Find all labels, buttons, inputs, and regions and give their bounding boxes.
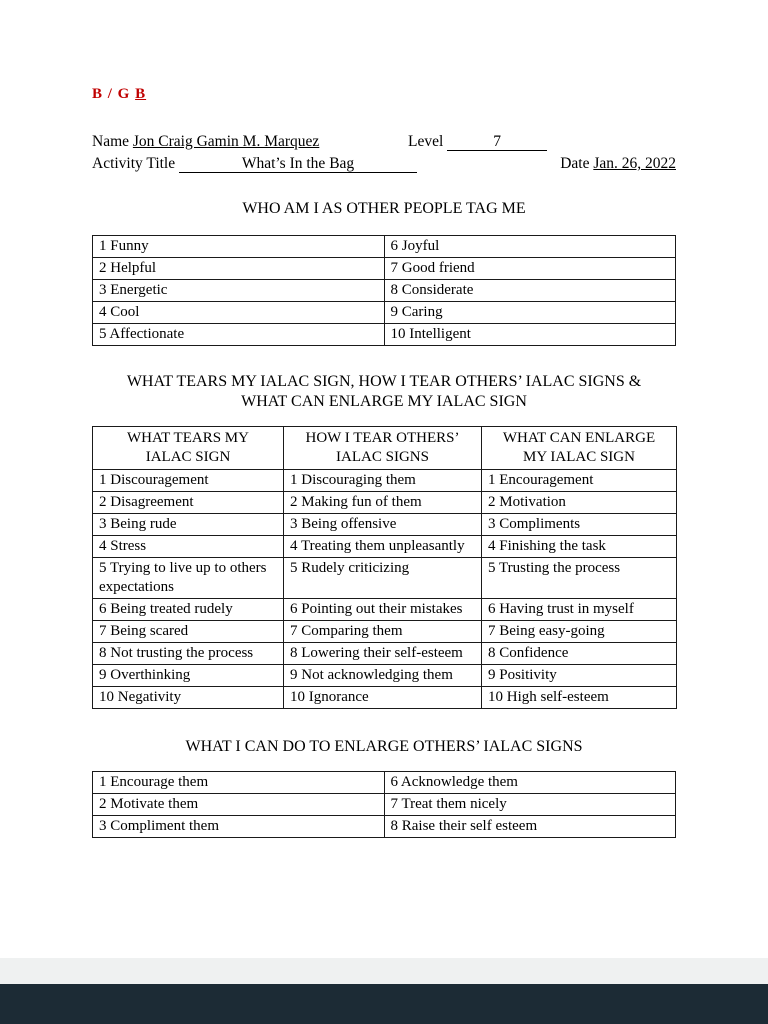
header-line: IALAC SIGN	[145, 449, 231, 465]
ialac-cell: 10 Negativity	[93, 687, 284, 709]
table-row	[93, 643, 677, 665]
gender-selected: B	[135, 86, 147, 102]
ialac-cell: 4 Finishing the task	[482, 536, 677, 558]
ialac-cell: 1 Encouragement	[482, 470, 677, 492]
activity-date-line	[92, 155, 676, 177]
ialac-cell: 5 Rudely criticizing	[284, 558, 482, 599]
header-line: WHAT CAN ENLARGE	[502, 430, 656, 446]
who-cell: 1 Funny	[93, 236, 385, 258]
ialac-cell: 4 Stress	[93, 536, 284, 558]
name-value: Jon Craig Gamin M. Marquez	[132, 133, 320, 150]
ialac-cell: 5 Trying to live up to others expectations	[93, 558, 284, 599]
table-row	[93, 665, 677, 687]
enlarge-cell: 3 Compliment them	[93, 816, 385, 838]
table-row	[93, 816, 676, 838]
header-line: IALAC SIGNS	[336, 449, 429, 465]
ialac-cell: 3 Compliments	[482, 514, 677, 536]
enlarge-cell: 7 Treat them nicely	[384, 794, 676, 816]
who-am-i-table	[92, 235, 676, 346]
table-row	[93, 514, 677, 536]
table-row	[93, 599, 677, 621]
activity-label: Activity Title	[92, 155, 176, 172]
level-label: Level	[408, 133, 444, 150]
ialac-cell: 2 Making fun of them	[284, 492, 482, 514]
level-group	[408, 133, 547, 151]
section-title-ialac-line2: WHAT CAN ENLARGE MY IALAC SIGN	[241, 393, 527, 410]
table-row	[93, 558, 677, 599]
who-cell: 6 Joyful	[384, 236, 676, 258]
ialac-cell: 10 High self-esteem	[482, 687, 677, 709]
ialac-cell: 2 Motivation	[482, 492, 677, 514]
gender-mark	[92, 86, 676, 103]
name-level-line	[92, 133, 676, 155]
section-title-ialac	[92, 372, 676, 412]
ialac-cell: 10 Ignorance	[284, 687, 482, 709]
table-row	[93, 621, 677, 643]
ialac-cell: 7 Being easy-going	[482, 621, 677, 643]
section-title-ialac-line1: WHAT TEARS MY IALAC SIGN, HOW I TEAR OTHERS’ IALAC SIGNS &	[126, 373, 642, 390]
ialac-cell: 8 Not trusting the process	[93, 643, 284, 665]
ialac-cell: 1 Discouraging them	[284, 470, 482, 492]
ialac-table	[92, 426, 677, 709]
viewer-footer-bar	[0, 984, 768, 1024]
table-row	[93, 492, 677, 514]
table-row	[93, 236, 676, 258]
table-row	[93, 258, 676, 280]
header-line: WHAT TEARS MY	[127, 430, 249, 446]
ialac-cell: 9 Not acknowledging them	[284, 665, 482, 687]
form-header	[92, 133, 676, 177]
ialac-header-cell	[482, 427, 677, 470]
enlarge-others-table	[92, 771, 676, 838]
date-value: Jan. 26, 2022	[593, 155, 676, 172]
ialac-cell: 2 Disagreement	[93, 492, 284, 514]
who-cell: 9 Caring	[384, 302, 676, 324]
who-cell: 10 Intelligent	[384, 324, 676, 346]
section-title-enlarge-others: WHAT I CAN DO TO ENLARGE OTHERS’ IALAC SIGNS	[185, 738, 583, 755]
ialac-cell: 9 Overthinking	[93, 665, 284, 687]
ialac-header-cell	[93, 427, 284, 470]
enlarge-cell: 6 Acknowledge them	[384, 772, 676, 794]
enlarge-cell: 2 Motivate them	[93, 794, 385, 816]
ialac-cell: 6 Having trust in myself	[482, 599, 677, 621]
enlarge-cell: 8 Raise their self esteem	[384, 816, 676, 838]
date-group	[560, 155, 676, 173]
header-line: MY IALAC SIGN	[523, 449, 635, 465]
gender-options: B / G	[92, 86, 131, 102]
date-label: Date	[560, 155, 590, 172]
table-row	[93, 772, 676, 794]
who-cell: 5 Affectionate	[93, 324, 385, 346]
ialac-cell: 4 Treating them unpleasantly	[284, 536, 482, 558]
activity-value: What’s In the Bag	[241, 155, 355, 172]
ialac-cell: 3 Being rude	[93, 514, 284, 536]
ialac-cell: 7 Being scared	[93, 621, 284, 643]
table-row	[93, 794, 676, 816]
level-blank	[447, 133, 547, 151]
table-row	[93, 280, 676, 302]
ialac-cell: 9 Positivity	[482, 665, 677, 687]
table-row	[93, 536, 677, 558]
who-cell: 2 Helpful	[93, 258, 385, 280]
activity-blank	[179, 155, 417, 173]
section-title-who-am-i: WHO AM I AS OTHER PEOPLE TAG ME	[242, 200, 526, 217]
level-value: 7	[493, 133, 502, 150]
ialac-cell: 6 Pointing out their mistakes	[284, 599, 482, 621]
ialac-cell: 1 Discouragement	[93, 470, 284, 492]
who-cell: 8 Considerate	[384, 280, 676, 302]
ialac-cell: 5 Trusting the process	[482, 558, 677, 599]
ialac-header-cell	[284, 427, 482, 470]
name-label: Name	[92, 133, 130, 150]
ialac-cell: 6 Being treated rudely	[93, 599, 284, 621]
who-cell: 7 Good friend	[384, 258, 676, 280]
header-line: HOW I TEAR OTHERS’	[305, 430, 460, 446]
ialac-cell: 7 Comparing them	[284, 621, 482, 643]
ialac-cell: 3 Being offensive	[284, 514, 482, 536]
enlarge-cell: 1 Encourage them	[93, 772, 385, 794]
ialac-cell: 8 Lowering their self-esteem	[284, 643, 482, 665]
table-row	[93, 324, 676, 346]
ialac-cell: 8 Confidence	[482, 643, 677, 665]
page-bottom-gap	[0, 958, 768, 984]
who-cell: 3 Energetic	[93, 280, 385, 302]
table-row	[93, 470, 677, 492]
who-cell: 4 Cool	[93, 302, 385, 324]
table-header-row	[93, 427, 677, 470]
table-row	[93, 687, 677, 709]
table-row	[93, 302, 676, 324]
